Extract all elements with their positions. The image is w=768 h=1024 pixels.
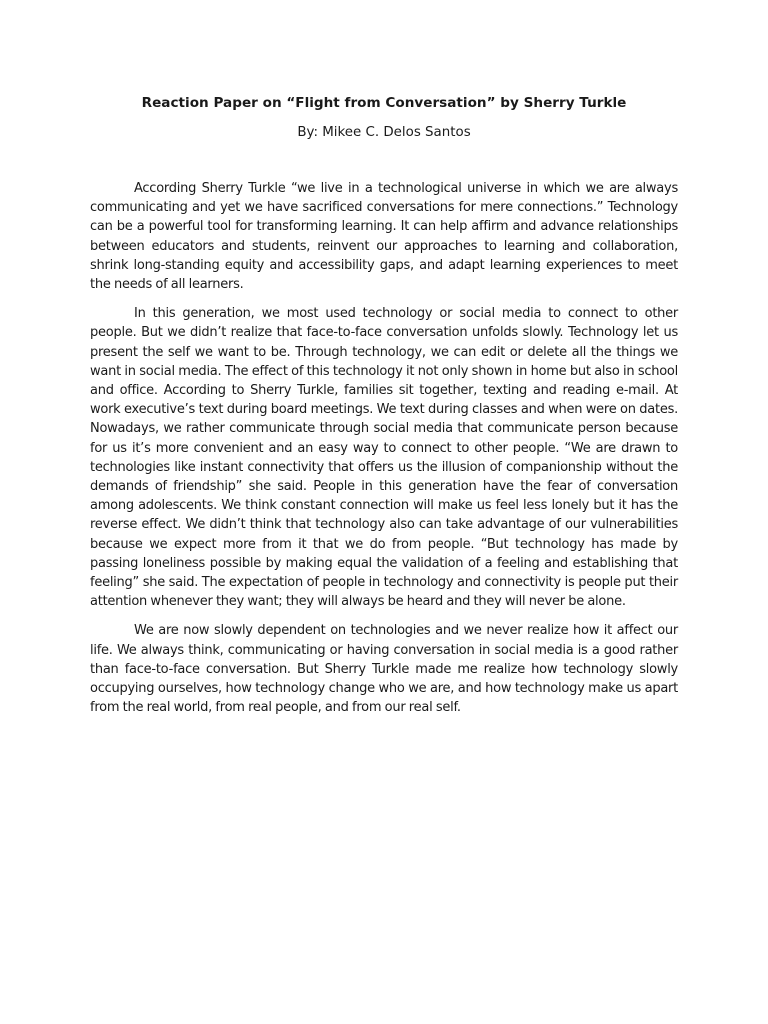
paragraph-1: According Sherry Turkle “we live in a technological universe in which we are always communicating and yet we have sacrificed conversations for mere connections.” Technology can be a powerful tool for transforming learning. It can help affirm and advance relationships between educators and students, reinvent our approaches to learning and collaboration, shrink long-standing equity and accessibility gaps, and adapt learning experiences to meet the needs of all learners. [90, 181, 678, 293]
paragraph-2: In this generation, we most used technology or social media to connect to other people. But we didn’t realize that face-to-face conversation unfolds slowly. Technology let us present the self we want to be. Through technology, we can edit or delete all the things we want in social media. The effect of this technology it not only shown in home but also in school and office. According to Sherry Turkle, families sit together, texting and reading e-mail. At work executive’s text during board meetings. We text during classes and when were on dates. Nowadays, we rather communicate through social media that communicate person because for us it’s more convenient and an easy way to connect to other people. “We are drawn to technologies like instant connectivity that offers us the illusion of companionship without the demands of friendship” she said. People in this generation have the fear of conversation among adolescents. We think constant connection will make us feel less lonely but it has the reverse effect. We didn’t think that technology also can take advantage of our vulnerabilities because we expect more from it that we do from people. “But technology has made by passing loneliness possible by making equal the validation of a feeling and establishing that feeling” she said. The expectation of people in technology and connectivity is people put their attention whenever they want; they will always be heard and they will never be alone. [90, 306, 678, 610]
document-body [90, 179, 678, 717]
document-title: Reaction Paper on “Flight from Conversation” by Sherry Turkle [141, 95, 627, 111]
paragraph-3: We are now slowly dependent on technologies and we never realize how it affect our life. We always think, communicating or having conversation in social media is a good rather than face-to-face conversation. But Sherry Turkle made me realize how technology slowly occupying ourselves, how technology change who we are, and how technology make us apart from the real world, from real people, and from our real self. [90, 623, 678, 716]
author-byline: By: Mikee C. Delos Santos [297, 125, 471, 140]
document-page [90, 93, 678, 727]
